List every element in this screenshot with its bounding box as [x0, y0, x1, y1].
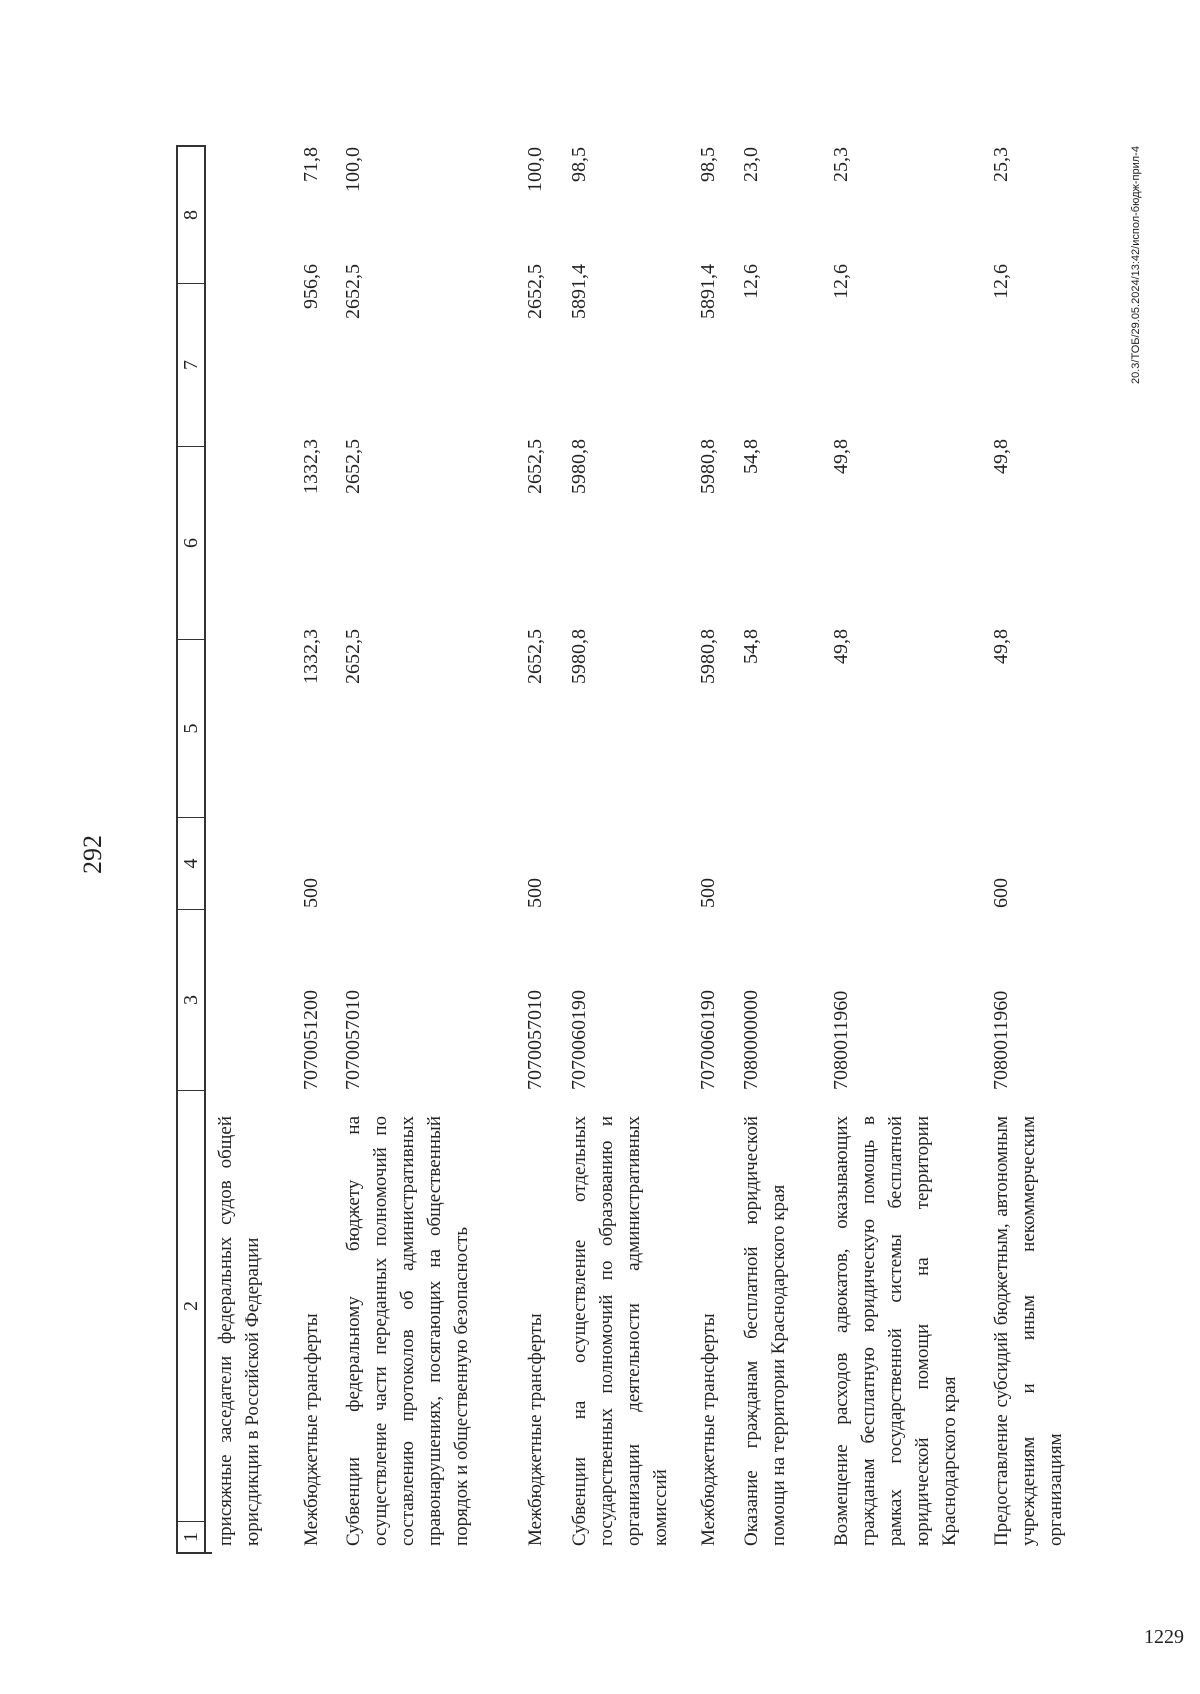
column-header-8: 8 — [180, 210, 202, 220]
row-description: присяжные заседатели федеральных судов общей юрисдикции в Российской Федерации — [215, 1116, 263, 1546]
row-description: Возмещение расходов адвокатов, оказывающих гражданам бесплатную юридическую помощь в рамках государственной системы бесплатной юридической помощи на территории Краснодарского края — [831, 1116, 960, 1546]
row-col5-value: 2652,5 — [342, 629, 364, 684]
row-code: 7070051200 — [300, 990, 322, 1090]
page-number: 292 — [78, 835, 107, 874]
row-col5-value: 5980,8 — [568, 629, 590, 684]
row-description: Субвенции на осуществление отдельных государственных полномочий по образованию и организации деятельности административных комиссий — [569, 1116, 671, 1546]
row-col7-value: 5891,4 — [697, 264, 719, 319]
row-expense-type: 600 — [990, 878, 1012, 908]
row-col7-value: 2652,5 — [342, 264, 364, 319]
row-col8-value: 100,0 — [342, 147, 364, 192]
row-col7-value: 5891,4 — [568, 264, 590, 319]
column-header-2: 2 — [180, 1301, 202, 1311]
row-col7-value: 956,6 — [300, 264, 322, 309]
column-header-3: 3 — [180, 995, 202, 1005]
row-col5-value: 49,8 — [830, 629, 852, 664]
sheet-number: 1229 — [1144, 1626, 1184, 1648]
row-col6-value: 5980,8 — [568, 439, 590, 494]
row-col8-value: 98,5 — [697, 147, 719, 182]
row-code: 7070060190 — [568, 990, 590, 1090]
row-expense-type: 500 — [300, 878, 322, 908]
row-code: 7080011960 — [830, 990, 852, 1090]
row-expense-type: 500 — [524, 878, 546, 908]
row-col7-value: 12,6 — [740, 264, 762, 299]
row-col6-value: 5980,8 — [697, 439, 719, 494]
row-col5-value: 1332,3 — [300, 629, 322, 684]
row-description: Субвенции федеральному бюджету на осуществление части переданных полномочий по составлению протоколов об административных правонарушениях, посягающих на общественный порядок и общественную безопасность — [343, 1116, 472, 1546]
table-left-rule — [206, 1552, 212, 1554]
row-code: 7070060190 — [697, 990, 719, 1090]
row-code: 7070057010 — [524, 990, 546, 1090]
row-col6-value: 2652,5 — [342, 439, 364, 494]
row-col6-value: 49,8 — [990, 439, 1012, 474]
row-col8-value: 71,8 — [300, 147, 322, 182]
row-col8-value: 23,0 — [740, 147, 762, 182]
column-header-1: 1 — [180, 1532, 202, 1542]
row-col8-value: 98,5 — [568, 147, 590, 182]
row-description: Предоставление субсидий бюджетным, автономным учреждениям и иным некоммерческим организациям — [991, 1116, 1066, 1546]
row-col5-value: 49,8 — [990, 629, 1012, 664]
row-col7-value: 2652,5 — [524, 264, 546, 319]
row-col7-value: 12,6 — [830, 264, 852, 299]
row-code: 7080011960 — [990, 990, 1012, 1090]
row-description: Межбюджетные трансферты — [525, 1313, 546, 1546]
row-expense-type: 500 — [697, 878, 719, 908]
row-col6-value: 2652,5 — [524, 439, 546, 494]
document-id: 20.3/ТОБ/29.05.2024/13:42/испол-бюдж-прил-4 — [1130, 146, 1142, 384]
row-col6-value: 1332,3 — [300, 439, 322, 494]
row-col7-value: 12,6 — [990, 264, 1012, 299]
row-col8-value: 25,3 — [830, 147, 852, 182]
row-col8-value: 25,3 — [990, 147, 1012, 182]
row-col5-value: 54,8 — [740, 629, 762, 664]
column-header-6: 6 — [180, 538, 202, 548]
column-header-5: 5 — [180, 723, 202, 734]
row-description: Межбюджетные трансферты — [301, 1313, 322, 1546]
column-header-7: 7 — [180, 360, 202, 370]
row-col6-value: 49,8 — [830, 439, 852, 474]
column-header-4: 4 — [180, 858, 202, 869]
row-col5-value: 2652,5 — [524, 629, 546, 684]
row-description: Оказание гражданам бесплатной юридической помощи на территории Краснодарского края — [741, 1116, 789, 1546]
row-col5-value: 5980,8 — [697, 629, 719, 684]
row-code: 7070057010 — [342, 990, 364, 1090]
row-col8-value: 100,0 — [524, 147, 546, 192]
table-header-row — [176, 145, 206, 1554]
row-code: 7080000000 — [740, 990, 762, 1090]
row-description: Межбюджетные трансферты — [698, 1313, 719, 1546]
row-col6-value: 54,8 — [740, 439, 762, 474]
